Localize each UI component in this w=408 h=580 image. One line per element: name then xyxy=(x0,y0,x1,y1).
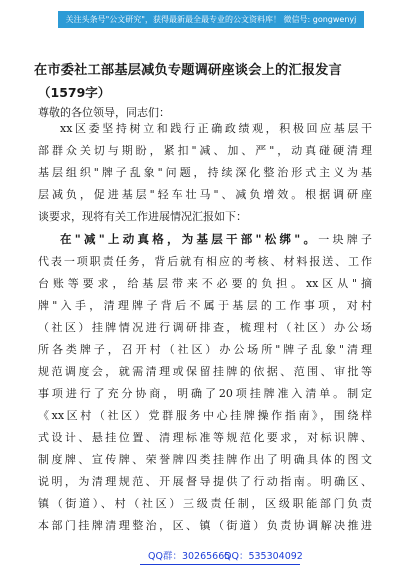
section-line: （社区）挂牌情况进行调研排查，梳理村（社区）办公场 xyxy=(38,321,372,334)
section-line: 事项进行了充分协商，明确了20项挂牌准入清单。制定 xyxy=(38,387,372,400)
intro-line: 基层组织"牌子乱象"问题，持续深化整治形式主义为基 xyxy=(38,166,372,179)
intro-paragraph xyxy=(38,118,372,228)
section-heading: 在"减"上动真格，为基层干部"松绑"。 xyxy=(60,232,319,246)
footer xyxy=(0,544,408,566)
word-count: （1579字） xyxy=(38,85,111,100)
section-line: 规范调度会，就需清理或保留挂牌的依据、范围、审批等 xyxy=(38,365,372,378)
section-line: 所各类牌子，召开村（社区）办公场所"牌子乱象"清理 xyxy=(38,343,372,356)
section-line: 《xx区村（社区）党群服务中心挂牌操作指南》，围绕样 xyxy=(38,409,372,422)
section-paragraph xyxy=(38,228,372,537)
qq-group-link[interactable]: QQ群：30265665 xyxy=(148,551,231,562)
intro-line: xx区委坚持树立和践行正确政绩观，积极回应基层干 xyxy=(60,122,372,135)
section-line: 制度牌、宣传牌、荣誉牌四类挂牌作出了明确具体的图文 xyxy=(38,453,372,466)
qq-contact-link[interactable]: QQ：535304092 xyxy=(224,551,303,562)
salutation: 尊敬的各位领导，同志们： xyxy=(38,106,170,119)
section-first-line xyxy=(38,228,372,251)
section-line: 本部门挂牌清理整治，区、镇（街道）负责协调解决推进 xyxy=(38,519,372,532)
section-line: 一块牌子 xyxy=(318,233,373,246)
footer-underline xyxy=(140,564,300,565)
intro-line: 谈要求，现将有关工作进展情况汇报如下： xyxy=(38,210,247,223)
section-line: 台账等要求，给基层带来不必要的负担。xx区从"摘 xyxy=(38,277,372,290)
section-line: 牌"入手，清理牌子背后不属于基层的工作事项，对村 xyxy=(38,299,372,312)
section-line: 式设计、悬挂位置、清理标准等规范化要求，对标识牌、 xyxy=(38,431,372,444)
document-title: 在市委社工部基层减负专题调研座谈会上的汇报发言 xyxy=(34,63,342,78)
section-line: 代表一项职责任务，背后就有相应的考核、材料报送、工作 xyxy=(38,255,372,268)
section-line: 镇（街道）、村（社区）三级责任制，区级职能部门负责 xyxy=(38,497,372,510)
intro-line: 层减负，促进基层"轻车壮马"、减负增效。根据调研座 xyxy=(38,188,372,201)
section-line: 说明，为清理规范、开展督导提供了行动指南。明确区、 xyxy=(38,475,372,488)
intro-line: 部群众关切与期盼，紧扣"减、加、严"，动真碰硬清理 xyxy=(38,144,372,157)
top-banner: 关注头条号"公文研究"，获得最新最全最专业的公文资料库！ 微信号: gongwenyj xyxy=(58,11,364,28)
